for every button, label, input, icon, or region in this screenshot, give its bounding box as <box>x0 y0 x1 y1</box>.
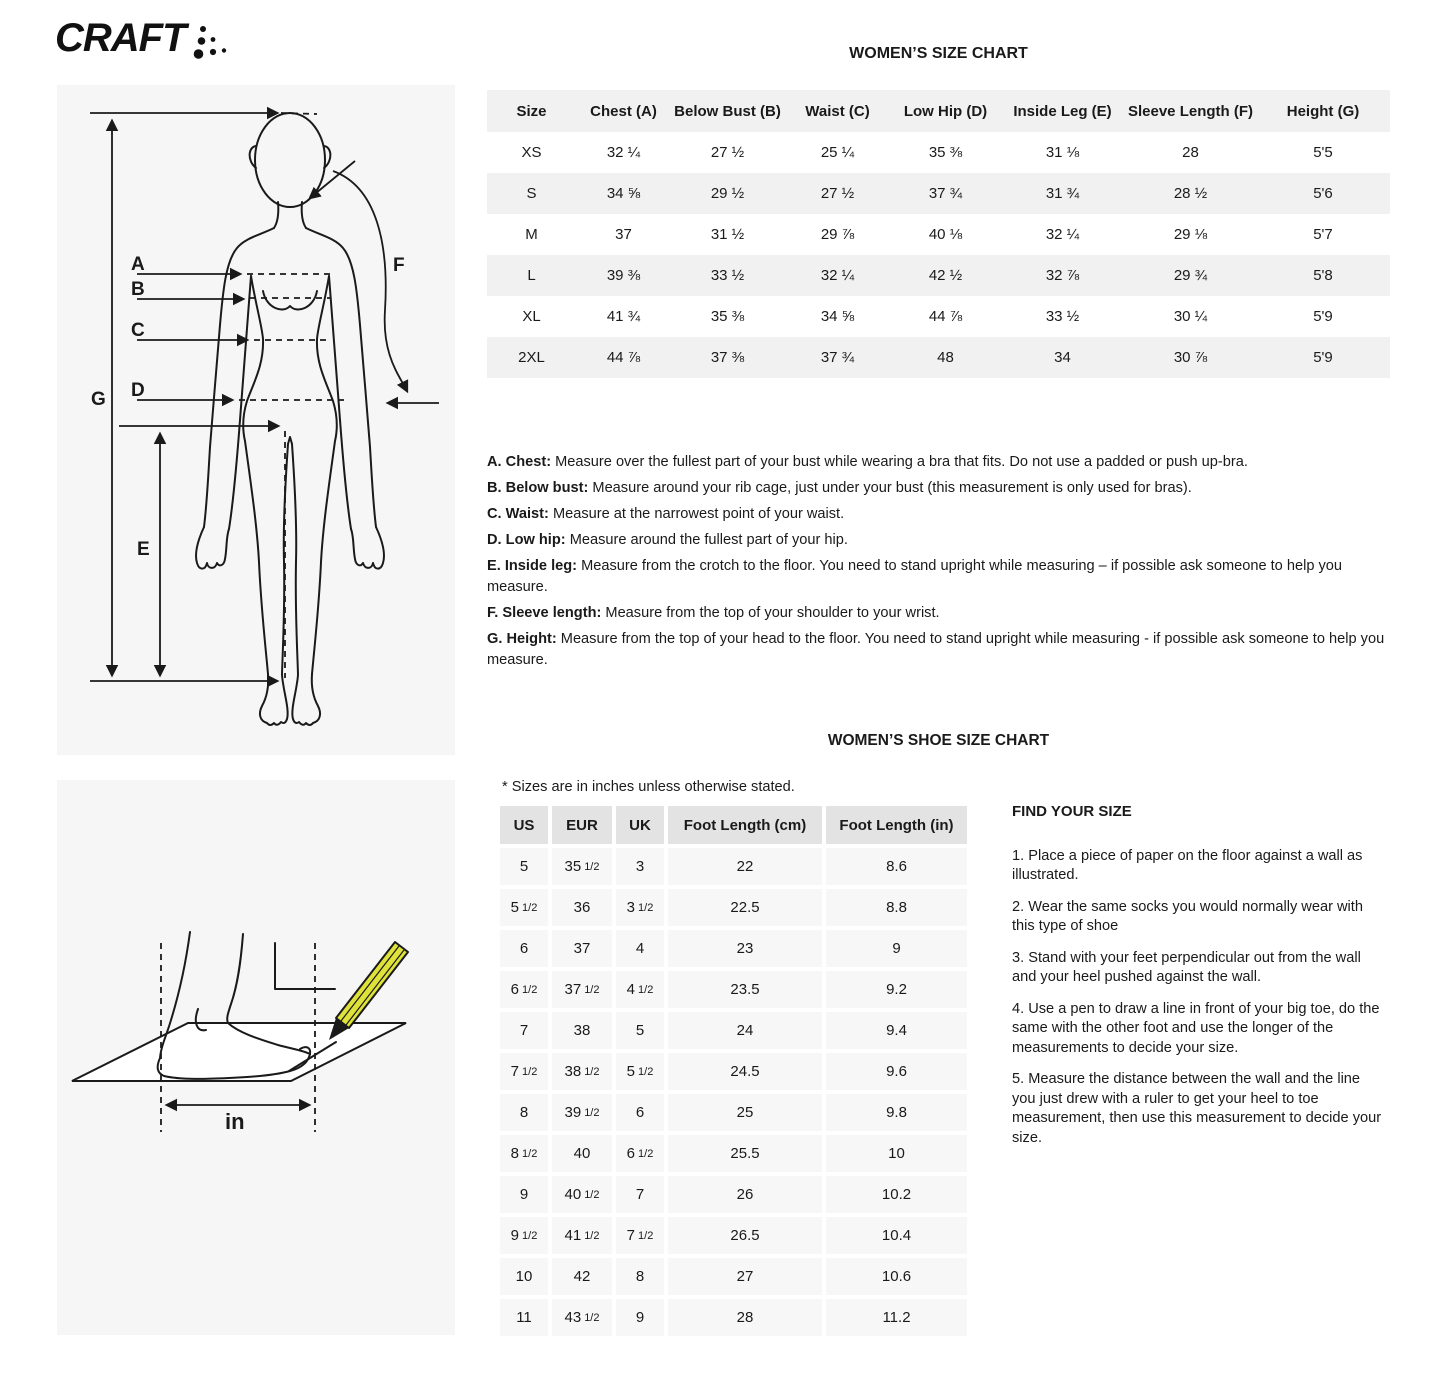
table-cell: 5 <box>500 848 548 885</box>
table-cell: 9 <box>826 930 967 967</box>
table-cell: 5'9 <box>1313 308 1333 325</box>
table-header-row <box>487 90 1390 132</box>
column-header: UK <box>616 806 664 844</box>
table-cell: 4 <box>616 930 664 967</box>
table-cell: XS <box>521 144 542 161</box>
measurement-definitions <box>487 452 1395 676</box>
table-cell: 5'7 <box>1313 226 1333 243</box>
table-cell: 31 ½ <box>710 226 745 243</box>
instruction-step: 2. Wear the same socks you would normally wear with this type of shoe <box>1012 898 1363 934</box>
table-cell: 10.6 <box>826 1258 967 1295</box>
table-cell: 42 <box>552 1258 612 1295</box>
instruction-step: 5. Measure the distance between the wall and the line you just drew with a ruler to get your heel to toe measurement, then use this measurement to decide your size. <box>1012 1071 1382 1146</box>
column-header: Waist (C) <box>784 90 891 132</box>
table-cell: S <box>487 173 576 214</box>
table-cell: 30 ⅞ <box>1125 337 1256 378</box>
table-row <box>487 296 1390 337</box>
table-cell: 5'9 <box>1256 337 1390 378</box>
table-cell: 8.8 <box>826 889 967 926</box>
table-cell: 10.2 <box>826 1176 967 1213</box>
label-E: E <box>137 539 150 560</box>
table-cell: 41 1/2 <box>552 1217 612 1254</box>
table-cell: 2XL <box>487 337 576 378</box>
shoe-size-table <box>500 806 967 1336</box>
table-cell: 44 ⅞ <box>928 308 963 325</box>
table-cell: 27 ½ <box>784 173 891 214</box>
table-cell: 8 1/2 <box>500 1135 548 1172</box>
table-cell: 6 <box>500 930 548 967</box>
table-cell: 9.6 <box>826 1053 967 1090</box>
table-cell: 3 1/2 <box>616 889 664 926</box>
column-header: Low Hip (D) <box>891 90 1000 132</box>
female-body-outline <box>196 113 384 725</box>
table-cell: 28 <box>1182 144 1199 161</box>
table-cell: 5 <box>616 1012 664 1049</box>
table-cell: 9.4 <box>826 1012 967 1049</box>
table-cell: 34 <box>1000 337 1125 378</box>
table-cell: 11 <box>500 1299 548 1336</box>
measurement-definition: B. Below bust: Measure around your rib cage, just under your bust (this measurement is only used for bras). <box>487 480 1192 496</box>
table-cell: 6 1/2 <box>616 1135 664 1172</box>
womens-size-chart-title: WOMEN’S SIZE CHART <box>849 45 1028 62</box>
table-cell: 38 1/2 <box>552 1053 612 1090</box>
find-your-size-title: FIND YOUR SIZE <box>1012 803 1132 820</box>
table-cell: 32 ¼ <box>606 144 641 161</box>
table-cell: 7 1/2 <box>616 1217 664 1254</box>
table-cell: 37 ¾ <box>891 173 1000 214</box>
table-cell: 7 <box>616 1176 664 1213</box>
table-cell: 5'8 <box>1256 255 1390 296</box>
table-cell: 6 <box>616 1094 664 1131</box>
table-row <box>487 132 1390 173</box>
table-cell: 34 ⅝ <box>820 308 855 325</box>
craft-logo-text: CRAFT <box>55 16 186 60</box>
measurement-definition: A. Chest: Measure over the fullest part of your bust while wearing a bra that fits. Do not use a padded or push up-bra. <box>487 454 1248 470</box>
table-cell: 37 ⅜ <box>671 337 784 378</box>
table-cell: 9.2 <box>826 971 967 1008</box>
paper-sheet <box>72 1023 406 1081</box>
table-cell: 25.5 <box>668 1135 822 1172</box>
table-cell: 31 ⅛ <box>1045 144 1080 161</box>
find-your-size-steps <box>1012 847 1384 1149</box>
column-header: Height (G) <box>1256 90 1390 132</box>
craft-logo-dots-icon <box>192 22 228 60</box>
label-A: A <box>131 254 145 275</box>
table-cell: 10 <box>500 1258 548 1295</box>
table-cell: 10 <box>826 1135 967 1172</box>
column-header: Foot Length (in) <box>826 806 967 844</box>
table-cell: 24.5 <box>668 1053 822 1090</box>
label-G: G <box>91 389 106 410</box>
table-cell: 5'6 <box>1256 173 1390 214</box>
table-cell: L <box>487 255 576 296</box>
table-cell: 9 <box>500 1176 548 1213</box>
measurement-definition: E. Inside leg: Measure from the crotch to the floor. You need to stand upright while measuring – if possible ask someone to help you measure. <box>487 558 1343 595</box>
table-cell: 5 1/2 <box>616 1053 664 1090</box>
table-cell: 48 <box>891 337 1000 378</box>
find-your-size-section <box>1012 802 1384 1160</box>
table-cell: 42 ½ <box>891 255 1000 296</box>
label-F: F <box>393 255 405 276</box>
table-cell: 37 <box>615 226 632 243</box>
table-cell: 8.6 <box>826 848 967 885</box>
table-cell: XL <box>522 308 541 325</box>
table-cell: 26.5 <box>668 1217 822 1254</box>
body-measurement-diagram <box>57 85 455 755</box>
table-cell: 32 ¼ <box>1045 226 1080 243</box>
inches-unit-label: in <box>225 1109 245 1134</box>
table-cell: 28 <box>668 1299 822 1336</box>
column-header: Foot Length (cm) <box>668 806 822 844</box>
table-cell: 3 <box>616 848 664 885</box>
table-cell: 24 <box>668 1012 822 1049</box>
table-cell: 29 ⅞ <box>820 226 855 243</box>
column-header: Below Bust (B) <box>671 90 784 132</box>
table-cell: 27 <box>668 1258 822 1295</box>
measurement-definition: D. Low hip: Measure around the fullest part of your hip. <box>487 532 848 548</box>
table-row <box>487 337 1390 378</box>
table-cell: 39 ⅜ <box>576 255 671 296</box>
table-cell: 36 <box>552 889 612 926</box>
instruction-step: 4. Use a pen to draw a line in front of your big toe, do the same with the other foot and use the longer of the measurements to decide your size. <box>1012 1000 1380 1056</box>
table-cell: 23.5 <box>668 971 822 1008</box>
craft-logo <box>55 16 228 60</box>
foot-illustration <box>57 780 455 1335</box>
instruction-step: 3. Stand with your feet perpendicular out from the wall and your heel pushed against the wall. <box>1012 949 1361 985</box>
table-cell: 4 1/2 <box>616 971 664 1008</box>
label-B: B <box>131 279 145 300</box>
table-cell: 35 ⅜ <box>928 144 963 161</box>
table-cell: M <box>525 226 538 243</box>
column-header: Chest (A) <box>576 90 671 132</box>
column-header: US <box>500 806 548 844</box>
table-cell: 33 ½ <box>671 255 784 296</box>
wall-corner-lines <box>275 943 335 989</box>
table-cell: 25 ¼ <box>820 144 855 161</box>
table-cell: 30 ¼ <box>1173 308 1208 325</box>
label-D: D <box>131 380 145 401</box>
table-cell: 11.2 <box>826 1299 967 1336</box>
table-cell: 9 <box>616 1299 664 1336</box>
womens-shoe-size-chart-title: WOMEN’S SHOE SIZE CHART <box>827 732 1050 749</box>
table-cell: 39 1/2 <box>552 1094 612 1131</box>
table-cell: 5 1/2 <box>500 889 548 926</box>
table-cell: 41 ¾ <box>606 308 641 325</box>
table-cell: 37 1/2 <box>552 971 612 1008</box>
table-cell: 44 ⅞ <box>576 337 671 378</box>
table-row <box>487 255 1390 296</box>
column-header: Sleeve Length (F) <box>1125 90 1256 132</box>
table-cell: 7 <box>500 1012 548 1049</box>
measurement-definition: C. Waist: Measure at the narrowest point of your waist. <box>487 506 845 522</box>
table-cell: 22 <box>668 848 822 885</box>
table-cell: 34 ⅝ <box>576 173 671 214</box>
table-cell: 35 1/2 <box>552 848 612 885</box>
table-cell: 29 ⅛ <box>1173 226 1208 243</box>
table-cell: 32 ⅞ <box>1000 255 1125 296</box>
table-cell: 6 1/2 <box>500 971 548 1008</box>
table-cell: 8 <box>500 1094 548 1131</box>
table-cell: 29 ½ <box>671 173 784 214</box>
table-cell: 28 ½ <box>1125 173 1256 214</box>
table-cell: 22.5 <box>668 889 822 926</box>
table-cell: 9 1/2 <box>500 1217 548 1254</box>
table-cell: 31 ¾ <box>1000 173 1125 214</box>
table-cell: 32 ¼ <box>784 255 891 296</box>
label-C: C <box>131 320 145 341</box>
column-header: EUR <box>552 806 612 844</box>
table-cell: 10.4 <box>826 1217 967 1254</box>
table-cell: 26 <box>668 1176 822 1213</box>
table-cell: 38 <box>552 1012 612 1049</box>
sizes-note: * Sizes are in inches unless otherwise stated. <box>502 779 795 795</box>
foot-measuring-diagram <box>57 780 455 1335</box>
instruction-step: 1. Place a piece of paper on the floor against a wall as illustrated. <box>1012 847 1363 883</box>
womens-size-table <box>487 90 1390 378</box>
table-row <box>487 173 1390 214</box>
measurement-definition: F. Sleeve length: Measure from the top of your shoulder to your wrist. <box>487 605 940 621</box>
table-cell: 40 ⅛ <box>928 226 963 243</box>
table-cell: 33 ½ <box>1045 308 1080 325</box>
table-cell: 37 <box>552 930 612 967</box>
table-cell: 29 ¾ <box>1125 255 1256 296</box>
table-cell: 43 1/2 <box>552 1299 612 1336</box>
column-header: Inside Leg (E) <box>1000 90 1125 132</box>
table-cell: 40 <box>552 1135 612 1172</box>
table-cell: 27 ½ <box>710 144 745 161</box>
table-cell: 8 <box>616 1258 664 1295</box>
table-cell: 35 ⅜ <box>710 308 745 325</box>
table-cell: 37 ¾ <box>784 337 891 378</box>
column-header: Size <box>487 90 576 132</box>
table-cell: 7 1/2 <box>500 1053 548 1090</box>
table-row <box>487 214 1390 255</box>
table-cell: 23 <box>668 930 822 967</box>
table-cell: 25 <box>668 1094 822 1131</box>
table-cell: 5'5 <box>1313 144 1333 161</box>
measurement-definition: G. Height: Measure from the top of your head to the floor. You need to stand upright while measuring - if possible ask someone to help you measure. <box>487 631 1385 668</box>
table-cell: 40 1/2 <box>552 1176 612 1213</box>
table-cell: 9.8 <box>826 1094 967 1131</box>
body-figure-illustration <box>57 85 455 755</box>
